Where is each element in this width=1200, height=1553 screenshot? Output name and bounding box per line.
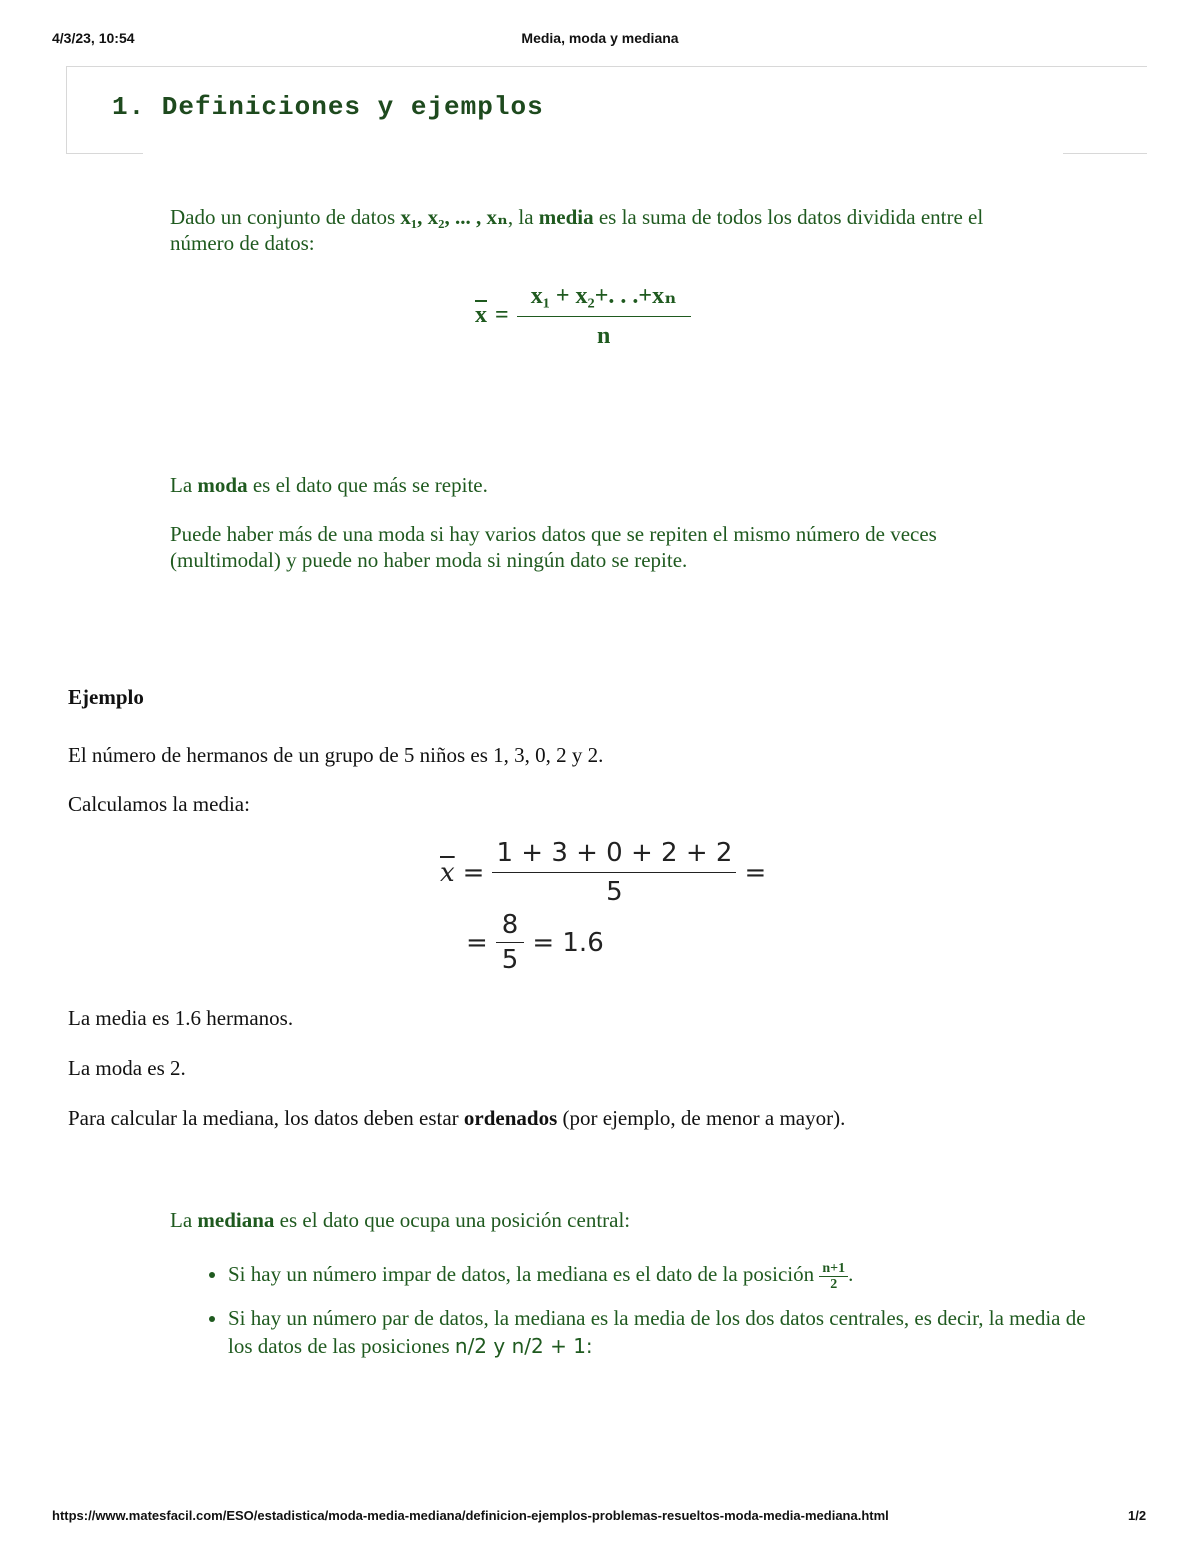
print-url: https://www.matesfacil.com/ESO/estadistica/moda-media-mediana/definicion-ejemplos-problemas-resueltos-moda-media-mediana.html: [52, 1508, 889, 1523]
media-formula-denominator: n: [596, 323, 611, 349]
section-title: 1. Definiciones y ejemplos: [112, 92, 544, 122]
example-calc-intro: Calculamos la media:: [68, 792, 250, 816]
moda-definition: La moda es el dato que más se repite.: [170, 473, 488, 497]
print-title: Media, moda y mediana: [521, 30, 679, 46]
example-formula-line1: $\overline{x}$ = $\frac{1 + 3 + 0 + 2 + 2}{5}$ =: [440, 838, 767, 907]
mediana-definition: La mediana es el dato que ocupa una posición central:: [170, 1208, 631, 1232]
mediana-term: mediana: [197, 1208, 275, 1232]
moda-note: Puede haber más de una moda si hay varios datos que se repiten el mismo número de veces (multimodal) y puede no haber moda si ningún dato se repite.: [170, 522, 937, 572]
example-statement: El número de hermanos de un grupo de 5 niños es 1, 3, 0, 2 y 2.: [68, 743, 604, 767]
mediana-rules-list: [200, 1260, 1088, 1372]
print-date: 4/3/23, 10:54: [52, 30, 135, 46]
print-page-number: 1/2: [1128, 1508, 1147, 1523]
media-formula-numerator: x₁ + x₂+. . .+xₙ: [517, 280, 691, 317]
example-formula-line2: = $\frac{8}{5}$ = 1.6: [466, 910, 604, 975]
media-definition: Dado un conjunto de datos x₁, x₂, ... , xₙ, la media es la suma de todos los datos dividida entre el número de datos:: [170, 205, 984, 255]
media-term: media: [538, 205, 594, 229]
list-item: • Si hay un número par de datos, la mediana es la media de los dos datos centrales, es decir, la media de los datos de las posiciones n/2 y n/2 + 1:: [228, 1304, 1088, 1360]
media-result: La media es 1.6 hermanos.: [68, 1006, 294, 1030]
media-formula: $\overline{x}$ = $\frac{\text{x₁ + x₂+. . .+xₙ}}{n}$: [475, 280, 691, 350]
moda-result: La moda es 2.: [68, 1056, 186, 1080]
moda-term: moda: [197, 473, 248, 497]
example-heading: Ejemplo: [68, 685, 144, 709]
mediana-note: Para calcular la mediana, los datos deben estar ordenados (por ejemplo, de menor a mayor).: [68, 1106, 846, 1130]
list-item: • Si hay un número impar de datos, la mediana es el dato de la posición $\frac{n+1}{2}$ .: [228, 1260, 1088, 1292]
